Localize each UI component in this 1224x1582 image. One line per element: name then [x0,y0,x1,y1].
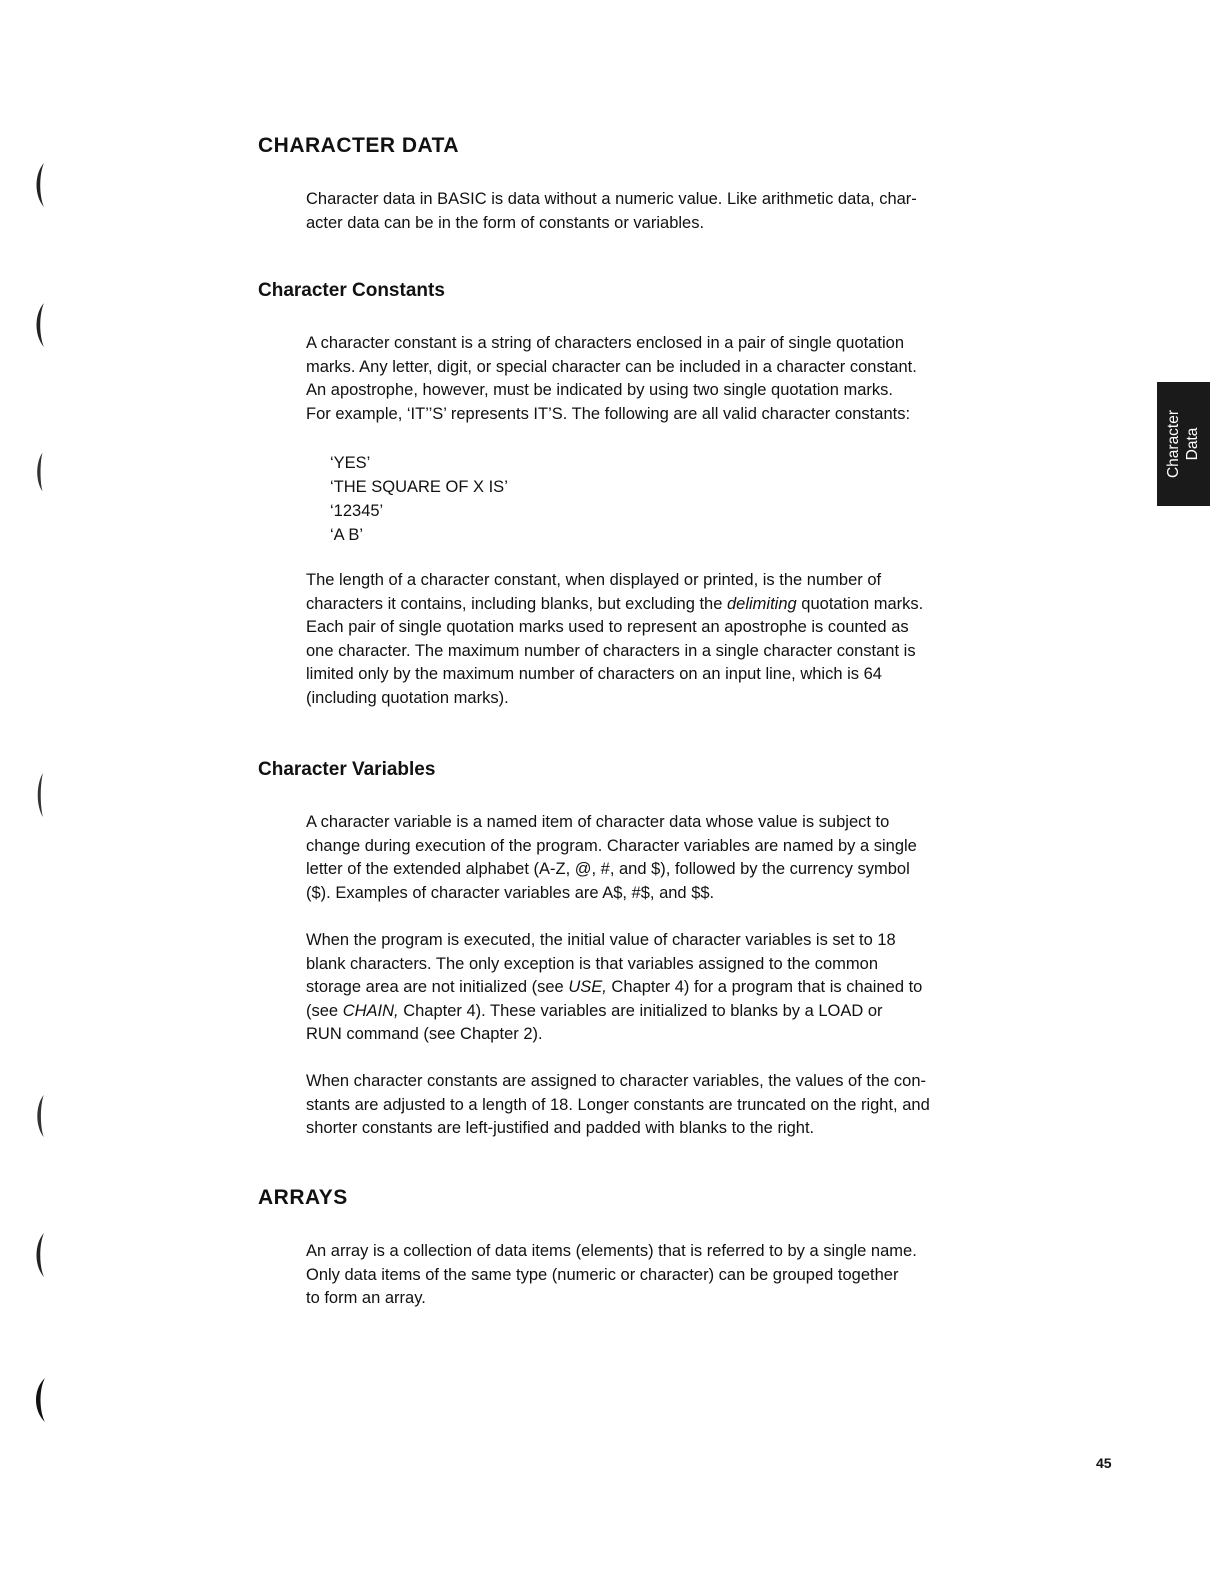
text-line: A character constant is a string of characters enclosed in a pair of single quotation [306,334,905,352]
binder-hole-mark [30,770,48,820]
text-run: storage area are not initialized (see [306,978,569,997]
text-line: An array is a collection of data items (elements) that is referred to by a single name. [306,1242,917,1260]
text-line: RUN command (see Chapter 2). [306,1025,543,1044]
thumb-tab-label [1165,410,1203,478]
text-line: limited only by the maximum number of characters on an input line, which is 64 [306,665,882,684]
italic-ref-use: USE, [568,978,607,997]
example-constant: ‘12345’ [330,502,384,520]
text-line [306,976,996,1000]
subheading-character-variables: Character Variables [258,759,436,780]
text-run: Chapter 4) for a program that is chained to [606,978,923,997]
text-line: letter of the extended alphabet (A-Z, @, #, and $), followed by the currency symbol [306,860,910,879]
binder-hole-mark [30,1372,48,1428]
text-line: ($). Examples of character variables are A$, #$, and $$. [306,883,715,902]
binder-hole-mark [30,300,48,350]
italic-ref-chain: CHAIN, [342,1001,399,1020]
constants-example-list [330,451,508,547]
example-constant: ‘A B’ [330,526,364,544]
constants-paragraph-definition [306,332,996,426]
variables-paragraph-assignment [306,1070,996,1141]
text-line: blank characters. The only exception is that variables assigned to the common [306,954,879,973]
subheading-character-constants: Character Constants [258,280,445,301]
text-line: marks. Any letter, digit, or special character can be included in a character constant. [306,357,917,376]
binder-hole-mark [30,450,48,494]
text-line: A character variable is a named item of character data whose value is subject to [306,813,890,831]
text-run: quotation marks. [796,594,924,613]
binder-hole-mark [30,1092,48,1140]
text-line: For example, ‘IT’’S’ represents IT’S. The following are all valid character constants: [306,404,911,423]
text-line: Character data in BASIC is data without a numeric value. Like arithmetic data, char- [306,190,917,208]
section-heading-character-data: CHARACTER DATA [258,134,460,157]
text-run: Chapter 4). These variables are initialized to blanks by a LOAD or [398,1001,883,1020]
text-line [306,593,996,617]
binder-hole-mark [30,1228,48,1282]
text-line: When character constants are assigned to character variables, the values of the con- [306,1072,926,1090]
section-thumb-tab [1157,382,1210,506]
example-constant: ‘YES’ [330,454,371,472]
text-line: Only data items of the same type (numeric or character) can be grouped together [306,1265,899,1284]
text-line: (including quotation marks). [306,688,509,707]
text-run: characters it contains, including blanks, but excluding the [306,594,727,613]
page-number: 45 [1096,1455,1112,1471]
example-constant: ‘THE SQUARE OF X IS’ [330,478,508,496]
section-heading-arrays: ARRAYS [258,1186,348,1209]
variables-paragraph-initial-value [306,929,996,1047]
text-line: one character. The maximum number of characters in a single character constant is [306,641,916,660]
text-line: to form an array. [306,1289,426,1308]
text-line: acter data can be in the form of constants or variables. [306,213,705,232]
constants-paragraph-length [306,569,996,711]
arrays-paragraph [306,1240,996,1311]
text-run: (see [306,1001,343,1020]
text-line: Each pair of single quotation marks used to represent an apostrophe is counted as [306,618,909,637]
binder-hole-mark [30,160,48,210]
text-line: An apostrophe, however, must be indicated by using two single quotation marks. [306,381,894,400]
text-line: The length of a character constant, when displayed or printed, is the number of [306,571,882,589]
thumb-tab-line: Data [1184,427,1202,461]
variables-paragraph-definition [306,811,996,905]
text-line [306,1000,996,1024]
text-line: When the program is executed, the initial value of character variables is set to 18 [306,931,896,949]
italic-term-delimiting: delimiting [727,594,797,613]
text-line: change during execution of the program. Character variables are named by a single [306,836,917,855]
thumb-tab-line: Character [1165,409,1183,479]
text-line: stants are adjusted to a length of 18. Longer constants are truncated on the right, and [306,1095,930,1114]
text-line: shorter constants are left-justified and padded with blanks to the right. [306,1119,815,1138]
intro-paragraph [306,188,996,235]
